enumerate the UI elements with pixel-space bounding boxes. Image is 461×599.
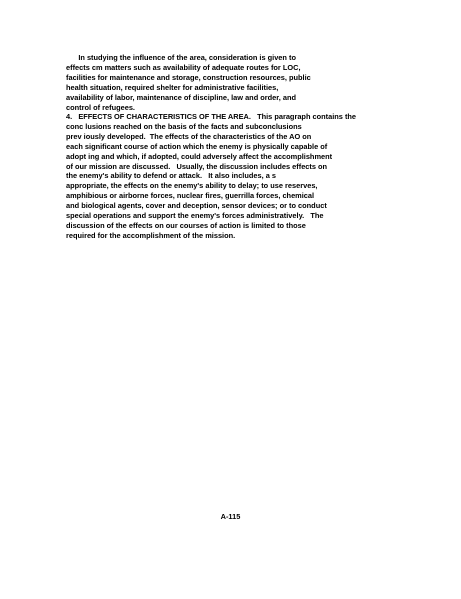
text-line: conc lusions reached on the basis of the facts and subconclusions bbox=[66, 121, 302, 131]
paragraph-effects-of-characteristics bbox=[66, 112, 391, 241]
text-line: control of refugees. bbox=[66, 102, 135, 112]
page-number: A-115 bbox=[220, 512, 241, 521]
text-line: of our mission are discussed. Usually, the discussion includes effects on bbox=[66, 161, 328, 171]
text-line: required for the accomplishment of the mission. bbox=[66, 230, 236, 240]
text-line: effects cm matters such as availability of adequate routes for LOC, bbox=[66, 62, 301, 72]
text-line: amphibious or airborne forces, nuclear fires, guerrilla forces, chemical bbox=[66, 191, 315, 201]
text-line: availability of labor, maintenance of discipline, law and order, and bbox=[66, 92, 296, 102]
text-line: special operations and support the enemy's forces administratively. The bbox=[66, 211, 324, 221]
paragraph-area-influence bbox=[66, 53, 391, 112]
text-line: the enemy's ability to defend or attack. It also includes, a s bbox=[66, 171, 276, 181]
text-line: 4. EFFECTS OF CHARACTERISTICS OF THE AREA. This paragraph contains the bbox=[66, 112, 357, 121]
text-line: facilities for maintenance and storage, construction resources, public bbox=[66, 72, 311, 82]
text-line: appropriate, the effects on the enemy's ability to delay; to use reserves, bbox=[66, 181, 318, 191]
text-line: each significant course of action which the enemy is physically capable of bbox=[66, 141, 328, 151]
text-line: In studying the influence of the area, consideration is given to bbox=[66, 53, 296, 62]
text-line: adopt ing and which, if adopted, could adversely affect the accomplishment bbox=[66, 151, 333, 161]
text-line: health situation, required shelter for administrative facilities, bbox=[66, 82, 279, 92]
text-line: prev iously developed. The effects of the characteristics of the AO on bbox=[66, 131, 312, 141]
text-line: and biological agents, cover and deception, sensor devices; or to conduct bbox=[66, 201, 327, 211]
text-line: discussion of the effects on our courses of action is limited to those bbox=[66, 220, 306, 230]
